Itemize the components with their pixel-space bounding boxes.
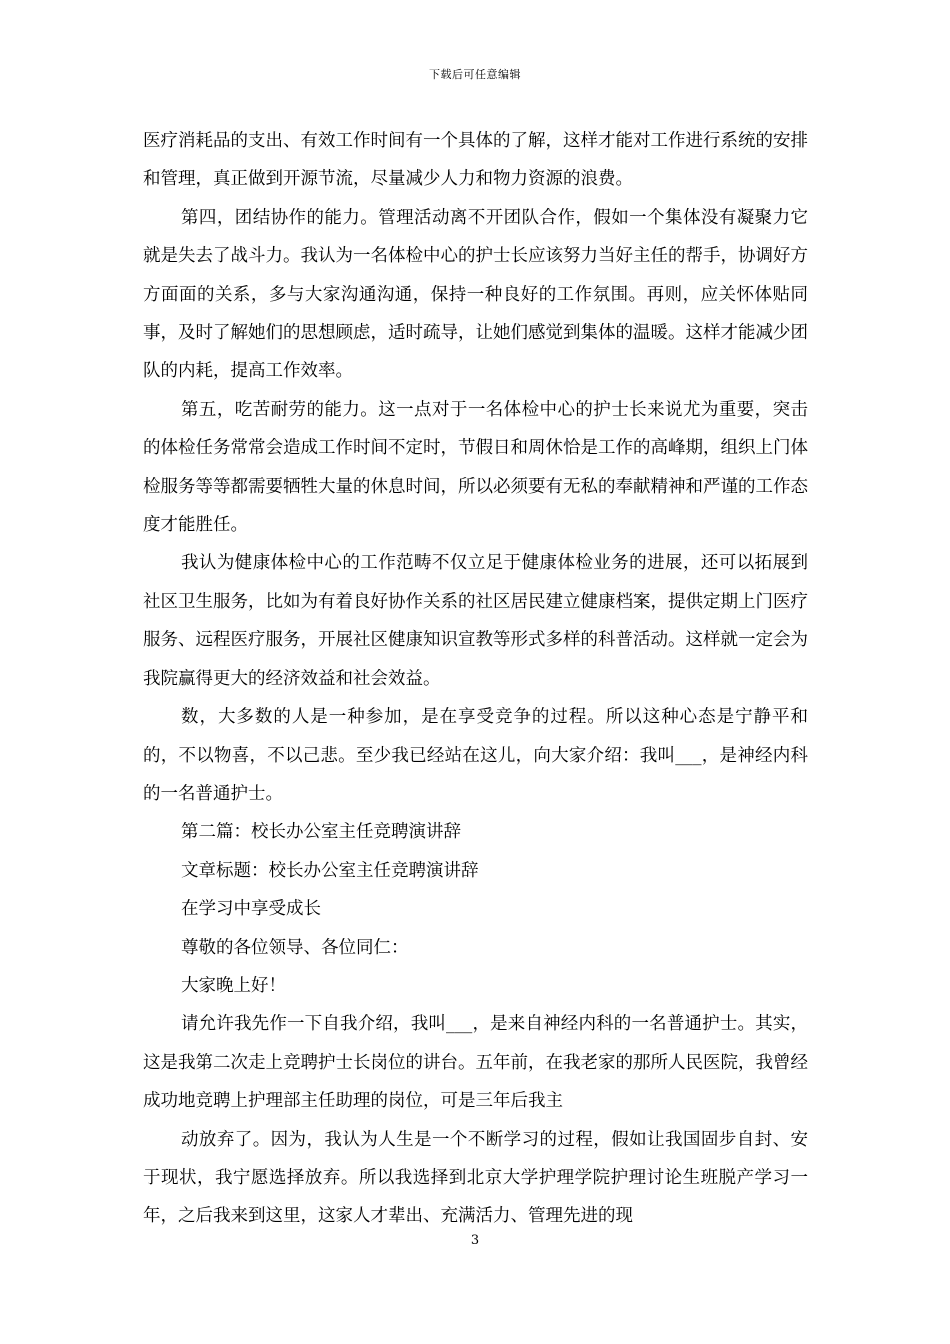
- speech-title: 在学习中享受成长: [181, 899, 321, 920]
- paragraph: 动放弃了。因为，我认为人生是一个不断学习的过程，假如让我国固步自封、安于现状，我宁愿选择放弃。所以我选择到北京大学护理学院护理讨论生班脱产学习一年，之后我来到这里，这家人才辈出、充满活力、管理先进的现: [143, 1129, 808, 1227]
- paragraph: 医疗消耗品的支出、有效工作时间有一个具体的了解，这样才能对工作进行系统的安排和管理，真正做到开源节流，尽量减少人力和物力资源的浪费。: [143, 131, 808, 190]
- article-title: 文章标题：校长办公室主任竞聘演讲辞: [181, 860, 479, 881]
- paragraph: 第四，团结协作的能力。管理活动离不开团队合作，假如一个集体没有凝聚力它就是失去了战斗力。我认为一名体检中心的护士长应该努力当好主任的帮手，协调好方方面面的关系，多与大家沟通沟通，保持一种良好的工作氛围。再则，应关怀体贴同事，及时了解她们的思想顾虑，适时疏导，让她们感觉到集体的温暖。这样才能减少团队的内耗，提高工作效率。: [143, 207, 808, 382]
- document-body: [143, 122, 808, 1236]
- salutation: 尊敬的各位领导、各位同仁：: [181, 937, 409, 958]
- section-title: 第二篇：校长办公室主任竞聘演讲辞: [181, 822, 461, 843]
- paragraph: 数，大多数的人是一种参加，是在享受竞争的过程。所以这种心态是宁静平和的，不以物喜，不以己悲。至少我已经站在这儿，向大家介绍：我叫___，是神经内科的一名普通护士。: [143, 707, 808, 804]
- paragraph: 第五，吃苦耐劳的能力。这一点对于一名体检中心的护士长来说尤为重要，突击的体检任务常常会造成工作时间不定时，节假日和周休恰是工作的高峰期，组织上门体检服务等等都需要牺牲大量的休息时间，所以必须要有无私的奉献精神和严谨的工作态度才能胜任。: [143, 399, 808, 536]
- paragraph: 请允许我先作一下自我介绍，我叫___，是来自神经内科的一名普通护士。其实，这是我第二次走上竞聘护士长岗位的讲台。五年前，在我老家的那所人民医院，我曾经成功地竞聘上护理部主任助理的岗位，可是三年后我主: [143, 1014, 808, 1112]
- page-header: 下载后可任意编辑: [429, 68, 521, 81]
- greeting: 大家晚上好！: [181, 975, 286, 996]
- page-number: 3: [470, 1233, 480, 1248]
- paragraph: 我认为健康体检中心的工作范畴不仅立足于健康体检业务的进展，还可以拓展到社区卫生服务，比如为有着良好协作关系的社区居民建立健康档案，提供定期上门医疗服务、远程医疗服务，开展社区健康知识宣教等形式多样的科普活动。这样就一定会为我院赢得更大的经济效益和社会效益。: [143, 553, 808, 689]
